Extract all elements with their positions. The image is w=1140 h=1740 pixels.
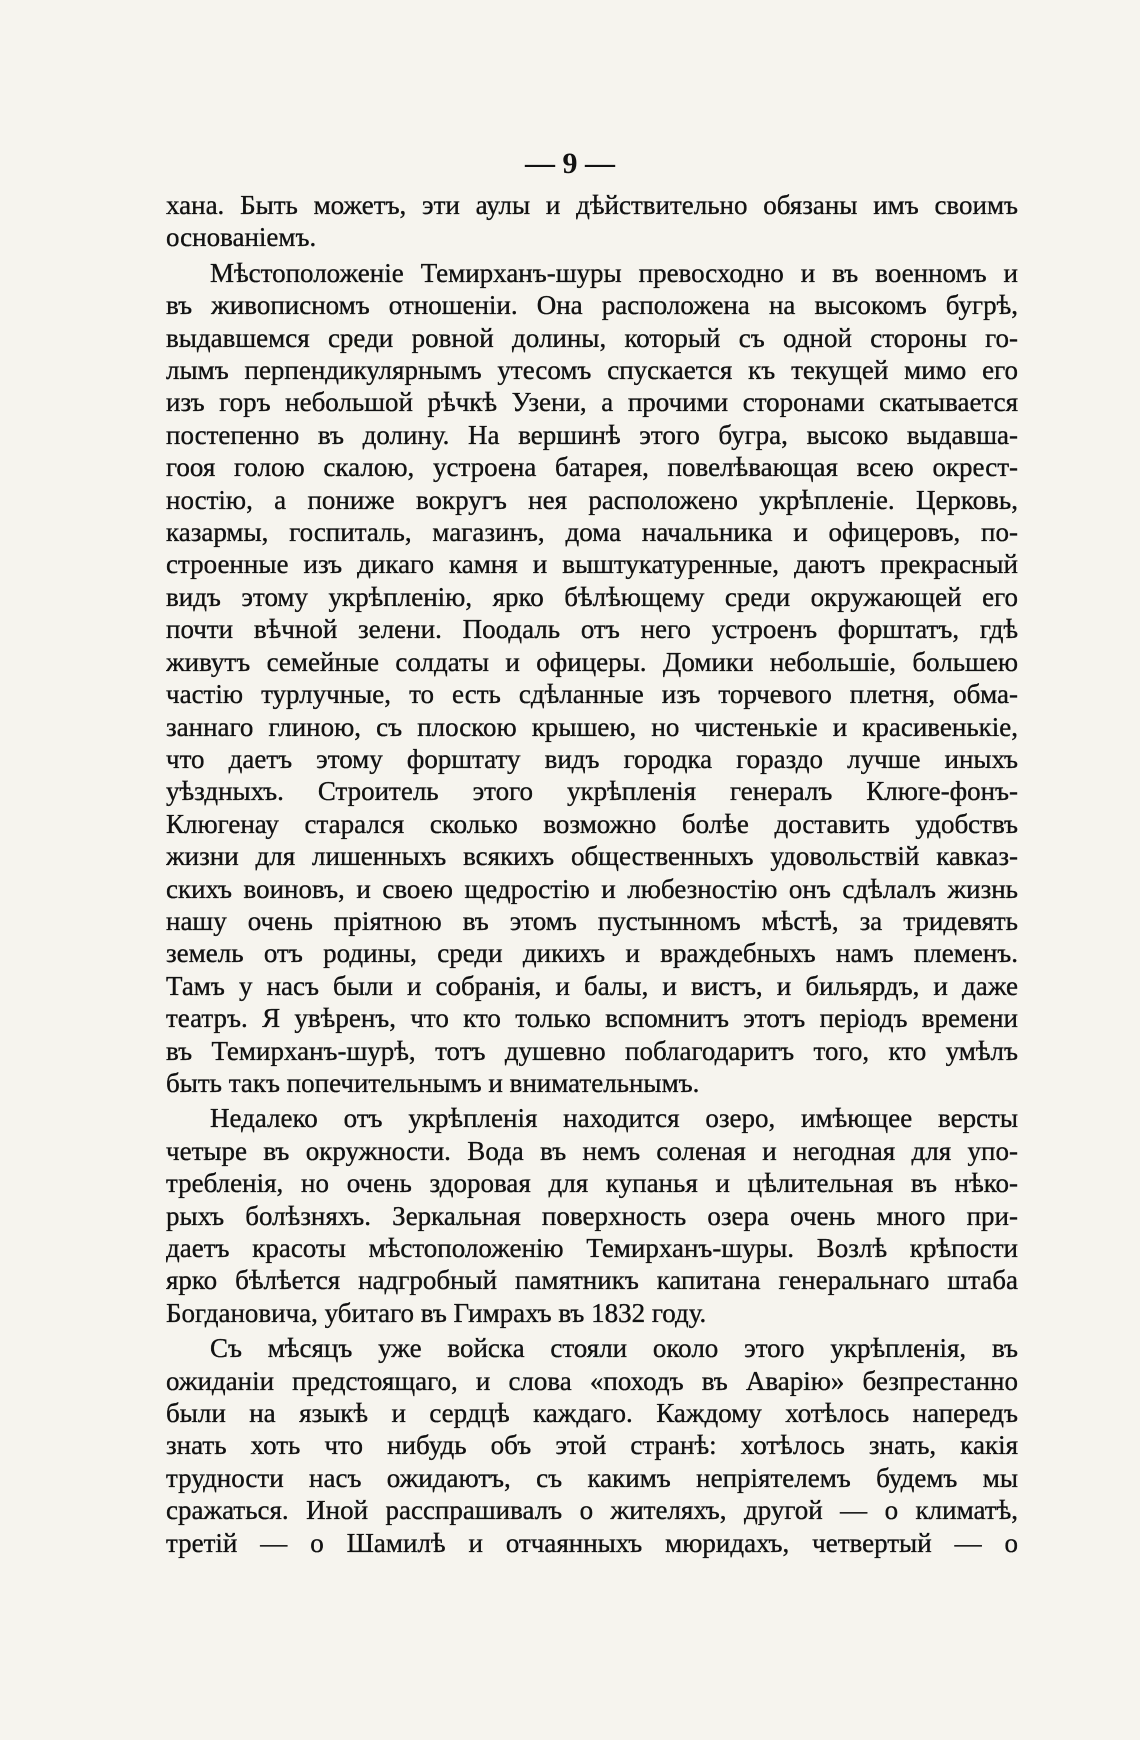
text-line: жизни для лишенныхъ всякихъ общественныхъ удовольствій кавказ-: [166, 841, 1018, 872]
text-line: третій — о Шамилѣ и отчаянныхъ мюридахъ, четвертый — о: [166, 1527, 1018, 1558]
text-line: рыхъ болѣзняхъ. Зеркальная поверхность озера очень много при-: [166, 1200, 1018, 1231]
text-line: живутъ семейные солдаты и офицеры. Домики небольшіе, большею: [166, 646, 1018, 677]
text-line: быть такъ попечительнымъ и внимательнымъ.: [166, 1067, 700, 1098]
text-line: уѣздныхъ. Строитель этого укрѣпленія генералъ Клюге-фонъ-: [166, 776, 1018, 807]
text-line: частію турлучные, то есть сдѣланные изъ торчевого плетня, обма-: [166, 679, 1018, 710]
text-line: Богдановича, убитаго въ Гимрахъ въ 1832 году.: [166, 1297, 707, 1328]
text-line: нашу очень пріятною въ этомъ пустынномъ мѣстѣ, за тридевять: [166, 905, 1018, 936]
page-number: — 9 —: [525, 147, 615, 180]
body-text: [166, 189, 1018, 1559]
text-line: видъ этому укрѣпленію, ярко бѣлѣющему среди окружающей его: [166, 581, 1018, 612]
text-line: четыре въ окружности. Вода въ немъ соленая и негодная для упо-: [166, 1135, 1018, 1166]
text-line: знать хоть что нибудь объ этой странѣ: хотѣлось знать, какія: [166, 1430, 1018, 1461]
text-line: были на языкѣ и сердцѣ каждаго. Каждому хотѣлось напередъ: [166, 1398, 1018, 1429]
text-line: въ живописномъ отношеніи. Она расположена на высокомъ бугрѣ,: [166, 290, 1018, 321]
text-line: заннаго глиною, съ плоскою крышею, но чистенькіе и красивенькіе,: [166, 711, 1018, 742]
text-line: выдавшемся среди ровной долины, который съ одной стороны го-: [166, 322, 1018, 353]
text-line: почти вѣчной зелени. Поодаль отъ него устроенъ форштатъ, гдѣ: [166, 614, 1018, 645]
text-line: ожиданіи предстоящаго, и слова «походъ въ Аварію» безпрестанно: [166, 1365, 1018, 1396]
text-line: даетъ красоты мѣстоположенію Темирханъ-шуры. Возлѣ крѣпости: [166, 1233, 1018, 1263]
text-line: казармы, госпиталь, магазинъ, дома начальника и офицеровъ, по-: [166, 517, 1018, 548]
text-line: трудности насъ ожидаютъ, съ какимъ непріятелемъ будемъ мы: [166, 1462, 1018, 1493]
text-line: ярко бѣлѣется надгробный памятникъ капитана генеральнаго штаба: [166, 1265, 1018, 1296]
text-line: лымъ перпендикулярнымъ утесомъ спускается къ текущей мимо его: [166, 355, 1018, 386]
text-line: гооя голою скалою, устроена батарея, повелѣвающая всею окрест-: [166, 452, 1018, 483]
paragraph: [166, 257, 1018, 1100]
text-line: Тамъ у насъ были и собранія, и балы, и вистъ, и бильярдъ, и даже: [166, 970, 1018, 1001]
text-line: постепенно въ долину. На вершинѣ этого бугра, высоко выдавша-: [166, 419, 1018, 450]
text-line: Съ мѣсяцъ уже войска стояли около этого укрѣпленія, въ: [210, 1333, 1018, 1364]
text-line: Клюгенау старался сколько возможно болѣе доставить удобствъ: [166, 808, 1018, 839]
paragraph: [166, 189, 1018, 254]
text-line: хана. Быть можетъ, эти аулы и дѣйствительно обязаны имъ своимъ: [166, 190, 1018, 220]
text-line: основаніемъ.: [166, 222, 317, 253]
text-line: что даетъ этому форштату видъ городка гораздо лучше иныхъ: [166, 743, 1018, 774]
text-line: Недалеко отъ укрѣпленія находится озеро, имѣющее версты: [210, 1103, 1018, 1134]
text-line: требленія, но очень здоровая для купанья и цѣлительная въ нѣко-: [166, 1168, 1018, 1199]
text-line: Мѣстоположеніе Темирханъ-шуры превосходно и въ военномъ и: [210, 257, 1018, 288]
text-line: строенные изъ дикаго камня и выштукатуренные, даютъ прекрасный: [166, 549, 1018, 580]
text-line: ностію, а пониже вокругъ нея расположено укрѣпленіе. Церковь,: [166, 484, 1018, 515]
paragraph: [166, 1102, 1018, 1329]
text-line: изъ горъ небольшой рѣчкѣ Узени, а прочими сторонами скатывается: [166, 387, 1018, 418]
text-line: театръ. Я увѣренъ, что кто только вспомнитъ этотъ періодъ времени: [166, 1003, 1018, 1034]
paragraph: [166, 1332, 1018, 1559]
text-line: сражаться. Иной расспрашивалъ о жителяхъ, другой — о климатѣ,: [166, 1495, 1018, 1526]
text-line: въ Темирханъ-шурѣ, тотъ душевно поблагодаритъ того, кто умѣлъ: [166, 1035, 1018, 1066]
text-line: земель отъ родины, среди дикихъ и враждебныхъ намъ племенъ.: [166, 938, 1018, 969]
text-line: скихъ воиновъ, и своею щедростію и любезностію онъ сдѣлалъ жизнь: [166, 873, 1018, 904]
